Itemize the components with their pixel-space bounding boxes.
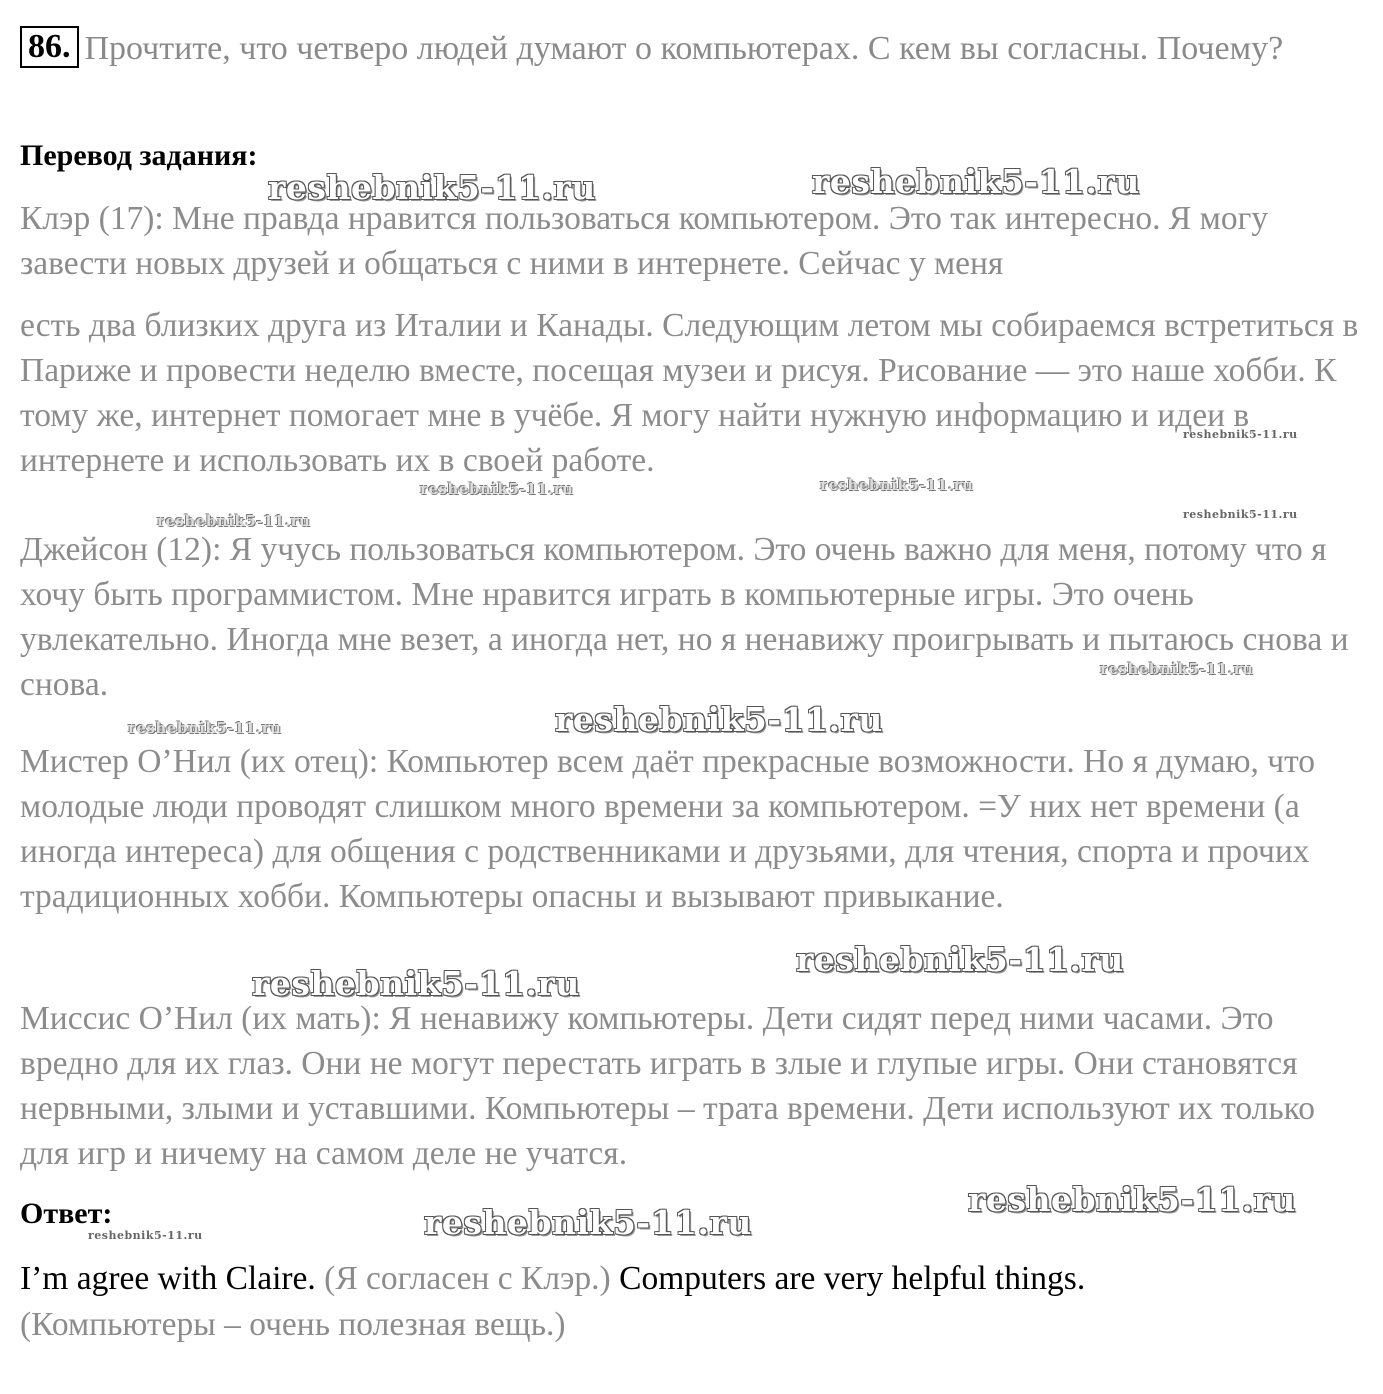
task-statement [20, 26, 1350, 72]
watermark-logo: reshebnik5-11.ru [820, 476, 974, 494]
answer-ru-2: (Компьютеры – очень полезная вещь.) [20, 1306, 566, 1343]
answer-heading: Ответ: [20, 1197, 113, 1230]
paragraph-claire-start: Клэр (17): Мне правда нравится пользоваться компьютером. Это так интересно. Я могу завести новых друзей и общаться с ними в интернете. Сейчас у меня [20, 200, 1269, 282]
watermark-logo: reshebnik5-11.ru [88, 1229, 203, 1242]
answer-en-2: Computers are very helpful things. [619, 1260, 1086, 1297]
paragraph-mr-oneil: Мистер О’Нил (их отец): Компьютер всем даёт прекрасные возможности. Но я думаю, что молодые люди проводят слишком много времени за компьютером. =У них нет времени (а иногда интереса) для общения с родственниками и друзьями, для чтения, спорта и прочих традиционных хобби. Компьютеры опасны и вызывают привыкание. [20, 743, 1316, 915]
watermark-logo: reshebnik5-11.ru [968, 1180, 1296, 1219]
answer-text [20, 1256, 1365, 1348]
translation-heading: Перевод задания: [20, 139, 258, 172]
watermark-logo: reshebnik5-11.ru [812, 162, 1140, 201]
watermark-logo: reshebnik5-11.ru [157, 512, 311, 530]
paragraph-mrs-oneil: Миссис О’Нил (их мать): Я ненавижу компьютеры. Дети сидят перед ними часами. Это вредно для их глаз. Они не могут перестать играть в злые и глупые игры. Они становятся нервными, злыми и уставшими. Компьютеры – трата времени. Дети используют их только для игр и ничему на самом деле не учатся. [20, 1000, 1316, 1172]
answer-ru-1: (Я согласен с Клэр.) [324, 1260, 611, 1297]
paragraph-claire-continued: есть два близких друга из Италии и Канады. Следующим летом мы собираемся встретиться в Париже и провести неделю вместе, посещая музеи и рисуя. Рисование — это наше хобби. К тому же, интернет помогает мне в учёбе. Я могу найти нужную информацию и идеи в интернете и использовать их в своей работе. [20, 307, 1359, 479]
watermark-logo: reshebnik5-11.ru [420, 480, 574, 498]
answer-en-1: I’m agree with Claire. [20, 1260, 316, 1297]
paragraph-jason: Джейсон (12): Я учусь пользоваться компьютером. Это очень важно для меня, потому что я хочу быть программистом. Мне нравится играть в компьютерные игры. Это очень увлекательно. Иногда мне везет, а иногда нет, но я ненавижу проигрывать и пытаюсь снова и снова. [20, 531, 1349, 703]
watermark-logo: reshebnik5-11.ru [268, 168, 596, 207]
watermark-logo: reshebnik5-11.ru [1183, 428, 1298, 441]
watermark-logo: reshebnik5-11.ru [252, 964, 580, 1003]
watermark-logo: reshebnik5-11.ru [128, 719, 282, 737]
watermark-logo: reshebnik5-11.ru [424, 1203, 752, 1242]
watermark-logo: reshebnik5-11.ru [1100, 660, 1254, 678]
watermark-logo: reshebnik5-11.ru [555, 700, 883, 739]
watermark-logo: reshebnik5-11.ru [1183, 508, 1298, 521]
task-number: 86. [20, 26, 79, 68]
watermark-logo: reshebnik5-11.ru [796, 940, 1124, 979]
task-text: Прочтите, что четверо людей думают о компьютерах. С кем вы согласны. Почему? [84, 30, 1284, 67]
